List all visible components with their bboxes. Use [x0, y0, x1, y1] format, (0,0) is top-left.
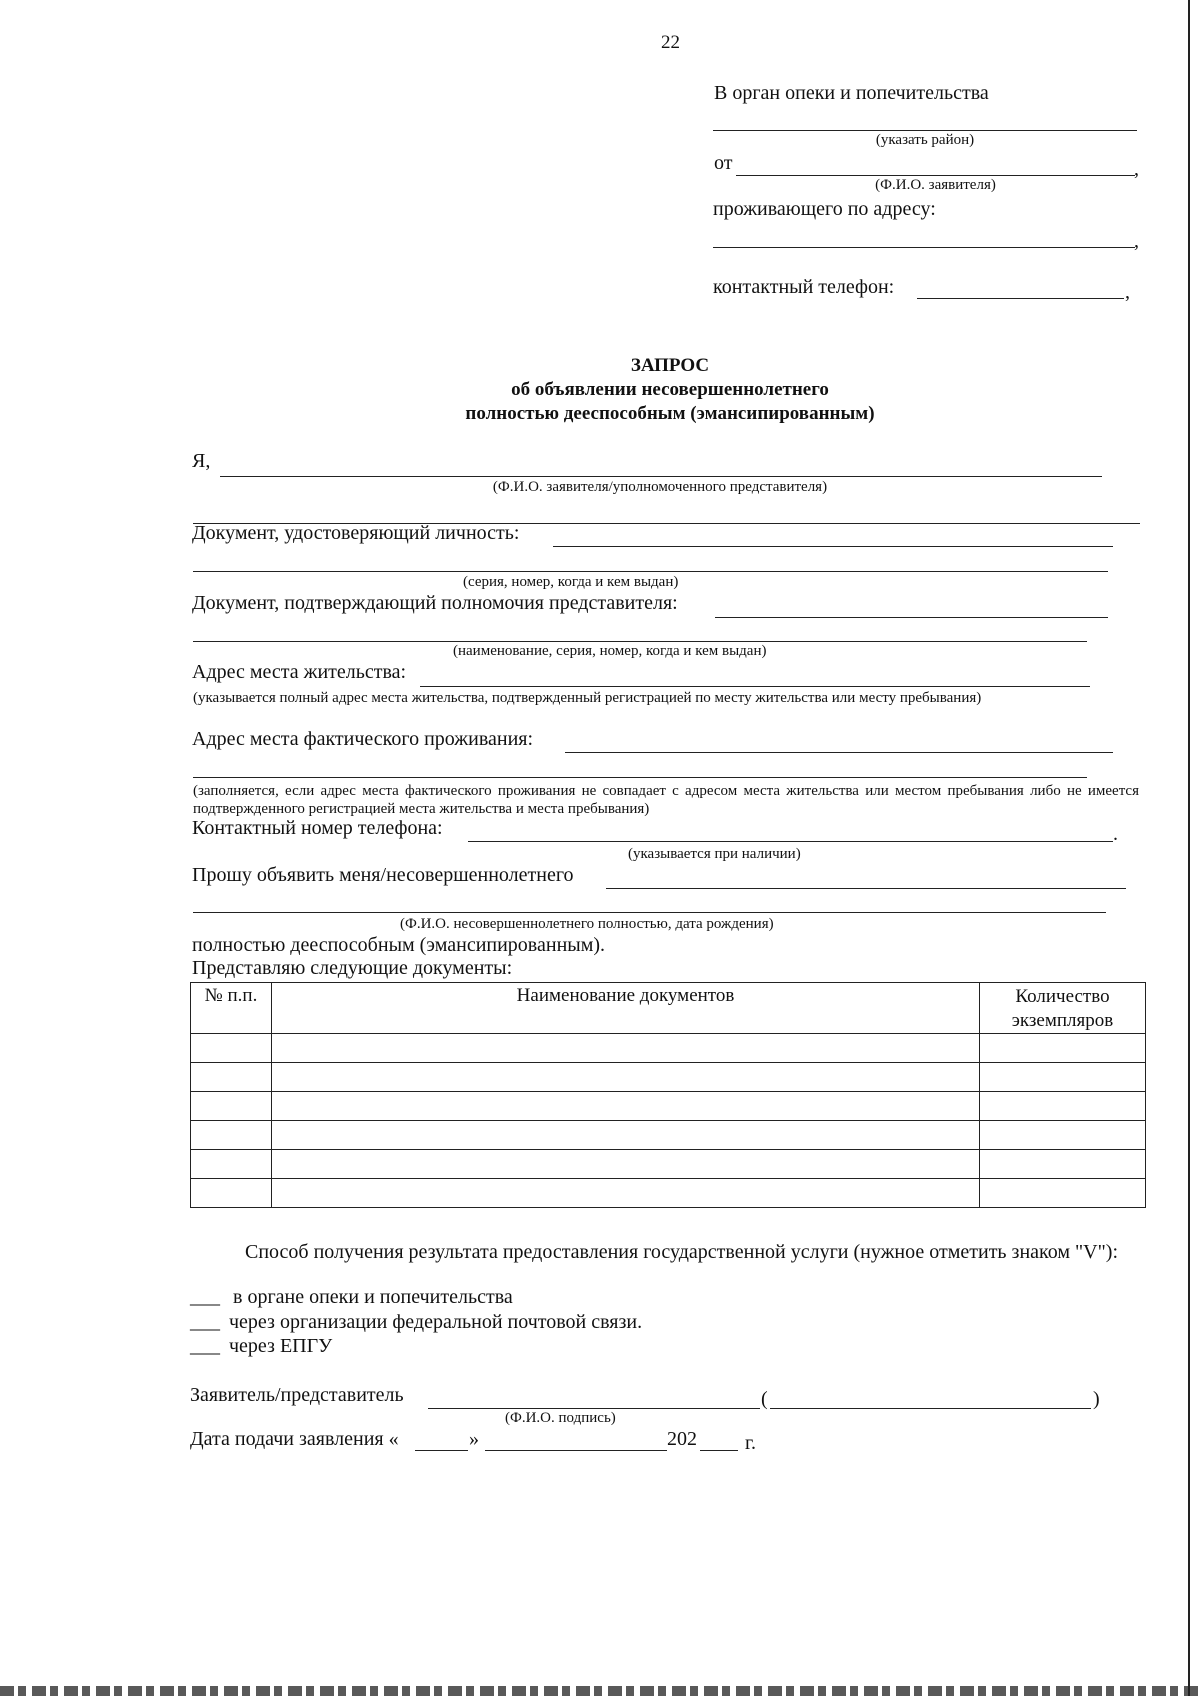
table-row — [191, 1150, 1146, 1179]
option-office[interactable] — [190, 1286, 513, 1309]
page-edge-right — [1188, 0, 1200, 1696]
signature-fio-field[interactable] — [770, 1408, 1091, 1409]
residence-field[interactable] — [420, 686, 1090, 687]
signature-field[interactable] — [428, 1408, 760, 1409]
option-label: через ЕПГУ — [229, 1335, 333, 1357]
date-label: Дата подачи заявления « — [190, 1428, 399, 1450]
close-paren: ) — [1093, 1388, 1100, 1410]
hint-identity-doc: (серия, номер, когда и кем выдан) — [463, 574, 679, 590]
fully-capable-text: полностью дееспособным (эмансипированным). — [192, 934, 606, 956]
comma: , — [1125, 281, 1130, 303]
authority-doc-label: Документ, подтверждающий полномочия представителя: — [192, 592, 678, 614]
authority-doc-field-continued[interactable] — [193, 641, 1087, 642]
table-cell-number[interactable] — [191, 1179, 272, 1208]
minor-fio-field-continued[interactable] — [193, 912, 1106, 913]
option-label: через организации федеральной почтовой связи. — [229, 1311, 643, 1333]
identity-doc-field[interactable] — [553, 546, 1113, 547]
column-header-count: Количество экземпляров — [980, 983, 1146, 1034]
hint-sign: (Ф.И.О. подпись) — [505, 1410, 616, 1426]
header-phone-field[interactable] — [917, 298, 1124, 299]
table-row — [191, 1092, 1146, 1121]
table-cell-count[interactable] — [980, 1034, 1146, 1063]
identity-doc-field-continued[interactable] — [193, 571, 1108, 572]
period: . — [1113, 823, 1118, 845]
table-cell-name[interactable] — [272, 1034, 980, 1063]
table-cell-count[interactable] — [980, 1150, 1146, 1179]
residing-address-field[interactable] — [713, 247, 1135, 248]
table-cell-count[interactable] — [980, 1179, 1146, 1208]
table-row — [191, 1063, 1146, 1092]
date-day-field[interactable] — [415, 1450, 468, 1451]
option-label: в органе опеки и попечительства — [233, 1286, 513, 1308]
table-cell-name[interactable] — [272, 1179, 980, 1208]
hint-applicant-fio: (Ф.И.О. заявителя) — [875, 177, 996, 193]
documents-label: Представляю следующие документы: — [192, 957, 513, 979]
year-suffix: г. — [745, 1432, 756, 1454]
comma: , — [1134, 158, 1139, 180]
table-row — [191, 1121, 1146, 1150]
documents-table — [190, 982, 1146, 1208]
hint-residence: (указывается полный адрес места жительства, подтвержденный регистрацией по месту жительства или месту пребывания) — [193, 690, 982, 706]
table-cell-count[interactable] — [980, 1121, 1146, 1150]
option-post[interactable] — [190, 1311, 642, 1334]
column-header-name: Наименование документов — [272, 983, 980, 1034]
title-line-2: об объявлении несовершеннолетнего — [511, 379, 829, 400]
identity-doc-label: Документ, удостоверяющий личность: — [192, 522, 520, 544]
date-year-field[interactable] — [700, 1450, 738, 1451]
actual-address-field[interactable] — [565, 752, 1113, 753]
actual-address-field-continued[interactable] — [193, 777, 1087, 778]
hint-authority-doc: (наименование, серия, номер, когда и кем выдан) — [453, 643, 767, 659]
table-cell-number[interactable] — [191, 1034, 272, 1063]
date-quote-close: » — [469, 1428, 479, 1450]
table-cell-count[interactable] — [980, 1063, 1146, 1092]
i-label: Я, — [192, 450, 211, 472]
table-cell-number[interactable] — [191, 1063, 272, 1092]
table-cell-name[interactable] — [272, 1150, 980, 1179]
from-label: от — [714, 152, 733, 174]
fio-field[interactable] — [220, 476, 1102, 477]
table-cell-number[interactable] — [191, 1092, 272, 1121]
title-main: ЗАПРОС — [630, 355, 710, 376]
hint-fio-representative: (Ф.И.О. заявителя/уполномоченного представителя) — [492, 479, 828, 495]
header-phone-label: контактный телефон: — [713, 276, 895, 298]
title-line-3: полностью дееспособным (эмансипированным) — [465, 403, 875, 424]
table-row — [191, 1034, 1146, 1063]
option-checkbox-blank[interactable]: ___ — [190, 1335, 220, 1357]
table-header-row — [191, 983, 1146, 1034]
applicant-label: Заявитель/представитель — [190, 1384, 404, 1406]
minor-fio-field[interactable] — [606, 888, 1126, 889]
page-number: 22 — [661, 32, 680, 53]
table-cell-name[interactable] — [272, 1063, 980, 1092]
hint-minor: (Ф.И.О. несовершеннолетнего полностью, дата рождения) — [400, 916, 774, 932]
table-cell-number[interactable] — [191, 1121, 272, 1150]
page-edge-bottom — [0, 1686, 1200, 1696]
residence-label: Адрес места жительства: — [192, 661, 407, 683]
column-header-number: № п.п. — [191, 983, 272, 1034]
phone-label: Контактный номер телефона: — [192, 817, 443, 839]
hint-actual-address: (заполняется, если адрес места фактического проживания не совпадает с адресом места жительства или местом пребывания либо не имеется подтвержденного регистрацией места жительства и места пребывания) — [193, 783, 1139, 817]
option-epgu[interactable] — [190, 1335, 332, 1358]
table-row — [191, 1179, 1146, 1208]
table-cell-number[interactable] — [191, 1150, 272, 1179]
hint-phone: (указывается при наличии) — [628, 846, 801, 862]
option-checkbox-blank[interactable]: ___ — [190, 1286, 220, 1308]
option-checkbox-blank[interactable]: ___ — [190, 1311, 220, 1333]
table-cell-name[interactable] — [272, 1121, 980, 1150]
comma: , — [1134, 230, 1139, 252]
actual-address-label: Адрес места фактического проживания: — [192, 728, 534, 750]
result-method-intro: Способ получения результата предоставления государственной услуги (нужное отметить знаком "V"): — [245, 1241, 1118, 1263]
applicant-fio-field[interactable] — [736, 175, 1135, 176]
year-prefix: 202 — [667, 1428, 697, 1450]
residing-label: проживающего по адресу: — [713, 198, 936, 220]
table-cell-name[interactable] — [272, 1092, 980, 1121]
phone-field[interactable] — [468, 841, 1113, 842]
date-month-field[interactable] — [485, 1450, 667, 1451]
request-label: Прошу объявить меня/несовершеннолетнего — [192, 864, 574, 886]
table-cell-count[interactable] — [980, 1092, 1146, 1121]
district-field[interactable] — [713, 130, 1137, 131]
recipient-line: В орган опеки и попечительства — [714, 82, 989, 104]
hint-district: (указать район) — [875, 132, 975, 148]
authority-doc-field[interactable] — [715, 617, 1108, 618]
open-paren: ( — [761, 1388, 768, 1410]
